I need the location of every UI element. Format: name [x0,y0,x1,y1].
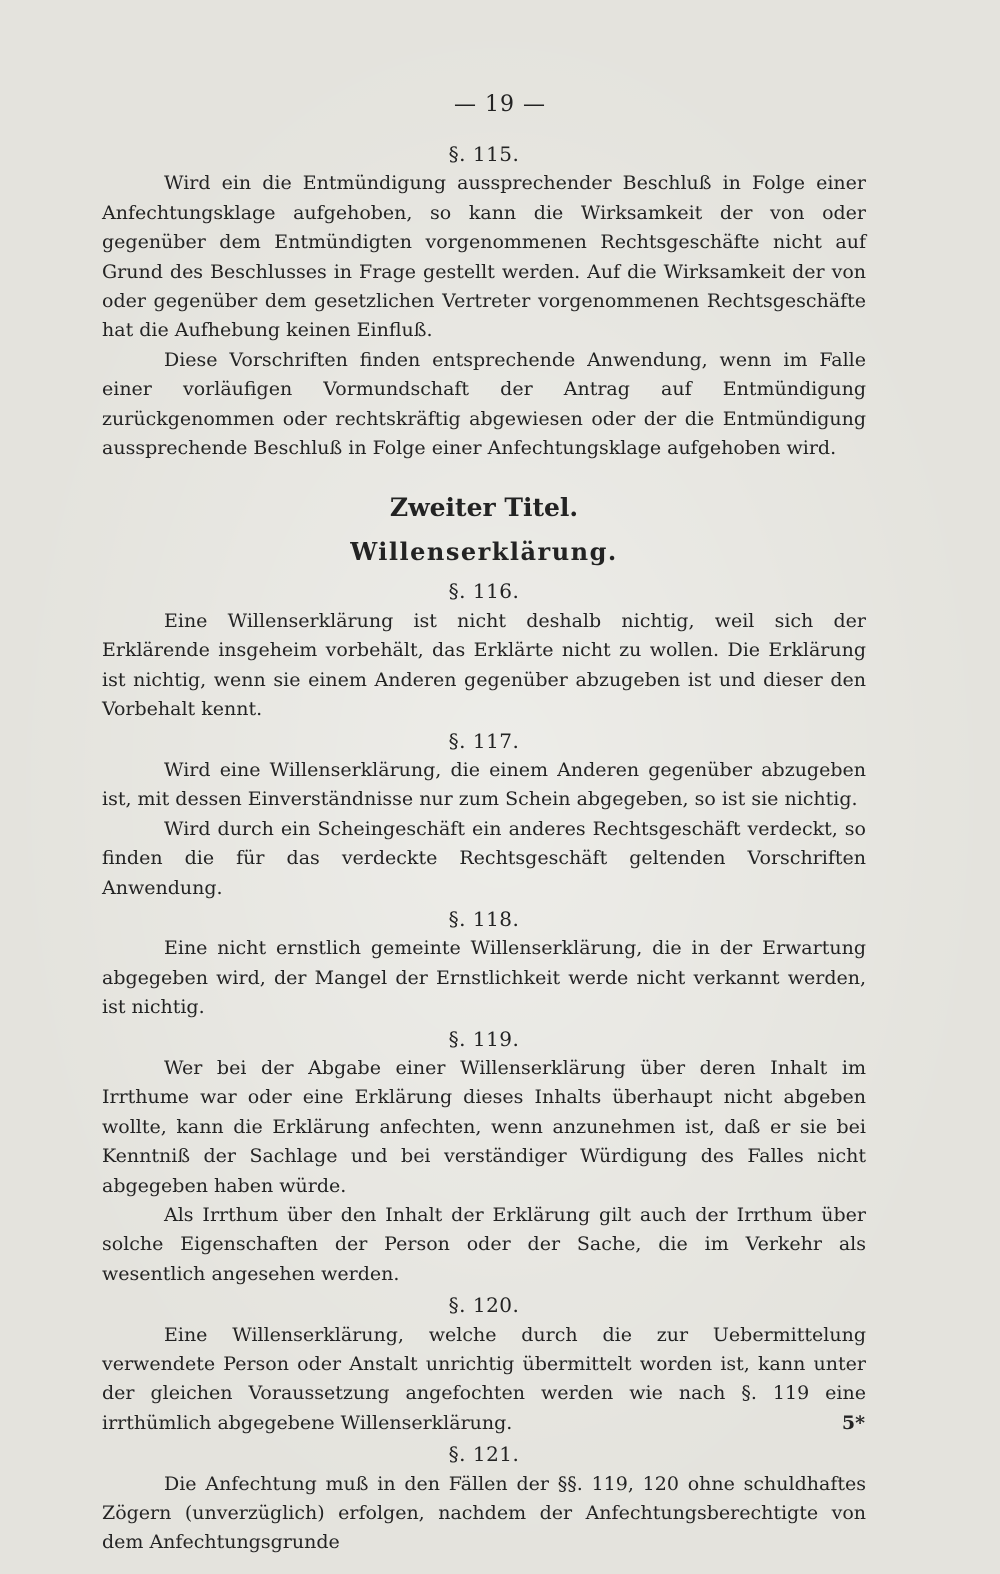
paragraph-119-1: Wer bei der Abgabe einer Willenserklärung über deren Inhalt im Irrthume war oder eine Erklärung dieses Inhalts überhaupt nicht abgeben wollte, kann die Erklärung anfechten, wenn anzunehmen ist, daß er sie bei Kenntniß der Sachlage und bei verständiger Würdigung des Falles nicht abgegeben haben würde. [102,1056,866,1197]
section-heading-117: §. 117. [448,728,520,753]
paragraph-116-1: Eine Willenserklärung ist nicht deshalb nichtig, weil sich der Erklärende insgeheim vorbehält, das Erklärte nicht zu wollen. Die Erklärung ist nichtig, wenn sie einem Anderen gegenüber abzugeben ist und dieser den Vorbehalt kennt. [102,609,866,721]
section-heading-118: §. 118. [448,906,520,931]
section-heading-116: §. 116. [448,579,520,604]
chapter-title: Zweiter Titel. [389,493,579,523]
text-column [102,138,866,1558]
paragraph-117-2: Wird durch ein Scheingeschäft ein anderes Rechtsgeschäft verdeckt, so finden die für das verdeckte Rechtsgeschäft geltenden Vorschriften Anwendung. [102,817,866,899]
paragraph-115-2: Diese Vorschriften finden entsprechende Anwendung, wenn im Falle einer vorläufigen Vormundschaft der Antrag auf Entmündigung zurückgenommen oder rechtskräftig abgewiesen oder der die Entmündigung aussprechende Beschluß in Folge einer Anfechtungsklage aufgehoben wird. [102,348,866,460]
chapter-subtitle: Willenserklärung. [350,537,618,567]
section-heading-120: §. 120. [448,1293,520,1318]
page-number: — 19 — [454,92,546,117]
paragraph-119-2: Als Irrthum über den Inhalt der Erklärung gilt auch der Irrthum über solche Eigenschaften der Person oder der Sache, die im Verkehr als wesentlich angesehen werden. [102,1204,866,1285]
section-heading-115: §. 115. [448,142,520,166]
paragraph-117-1: Wird eine Willenserklärung, die einem Anderen gegenüber abzugeben ist, mit dessen Einverständnisse nur zum Schein abgegeben, so ist sie nichtig. [102,758,866,811]
sheet-signature: 5* [841,1412,865,1434]
paragraph-121-1: Die Anfechtung muß in den Fällen der §§. 119, 120 ohne schuldhaftes Zögern (unverzüglich) erfolgen, nachdem der Anfechtungsberechtigte von dem Anfechtungsgrunde [102,1472,866,1554]
paragraph-120-1: Eine Willenserklärung, welche durch die zur Uebermittelung verwendete Person oder Anstalt unrichtig übermittelt worden ist, kann unter der gleichen Voraussetzung angefochten werden wie nach §. 119 eine irrthümlich abgegebene Willenserklärung. [102,1323,866,1434]
section-heading-119: §. 119. [448,1026,520,1051]
paragraph-118-1: Eine nicht ernstlich gemeinte Willenserklärung, die in der Erwartung abgegeben wird, der Mangel der Ernstlichkeit werde nicht verkannt werden, ist nichtig. [102,937,866,1019]
paragraph-115-1: Wird ein die Entmündigung aussprechender Beschluß in Folge einer Anfechtungsklage aufgehoben, so kann die Wirksamkeit der von oder gegenüber dem Entmündigten vorgenommenen Rechtsgeschäfte nicht auf Grund des Beschlusses in Frage gestellt werden. Auf die Wirksamkeit der von oder gegenüber dem gesetzlichen Vertreter vorgenommenen Rechtsgeschäfte hat die Aufhebung keinen Einfluß. [102,172,866,342]
section-heading-121: §. 121. [448,1442,520,1467]
